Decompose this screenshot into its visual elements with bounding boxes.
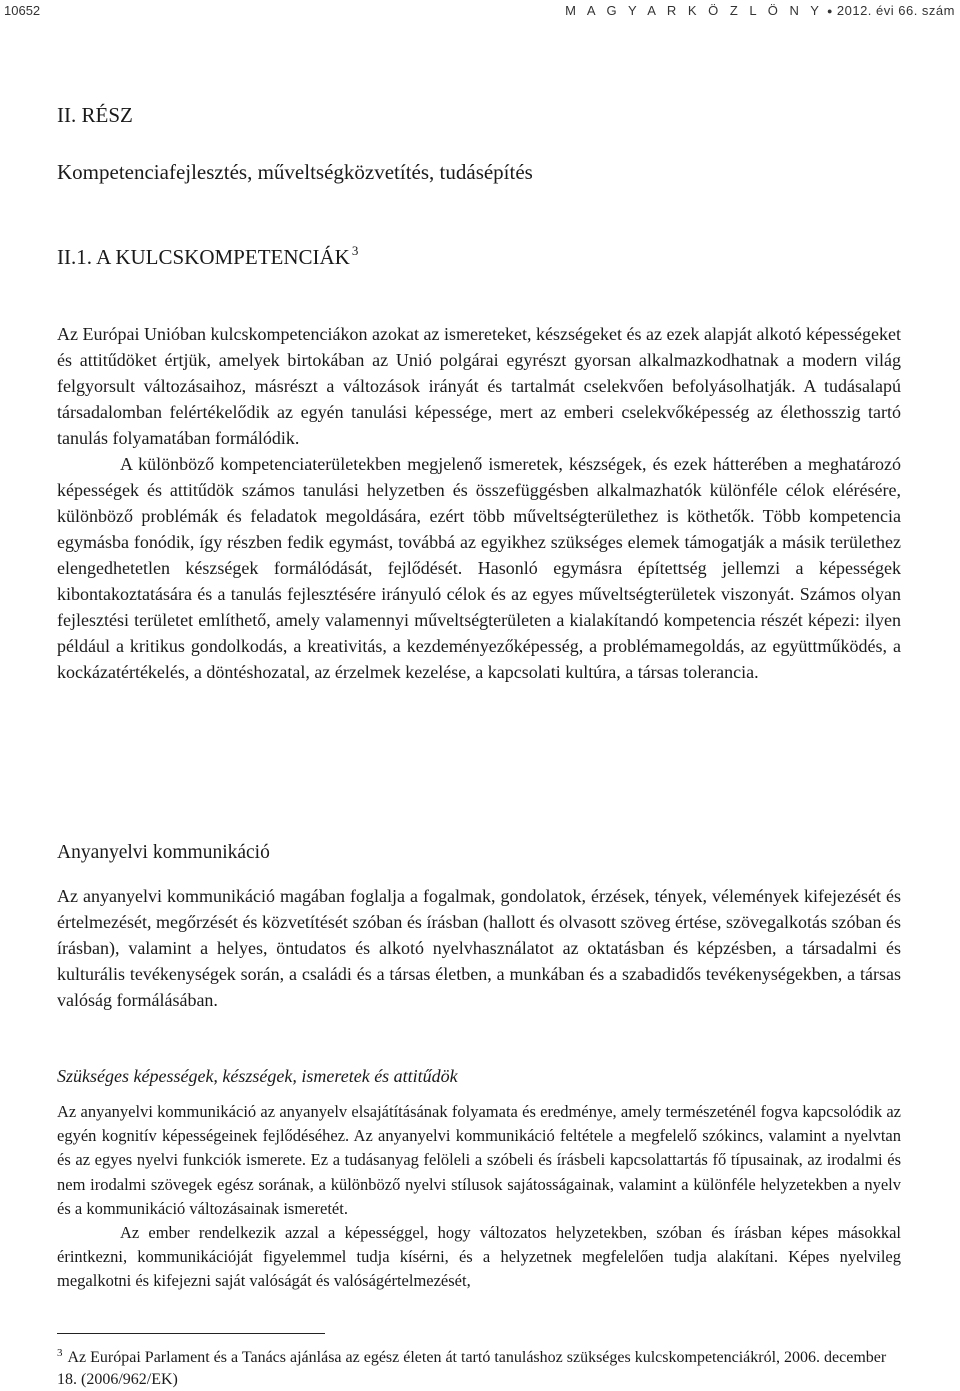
footnote-reference: 3 xyxy=(351,243,359,258)
section-title xyxy=(57,243,358,270)
subsubsection-title: Szükséges képességek, készségek, ismeretek és attitűdök xyxy=(57,1066,458,1086)
paragraph: A különböző kompetenciaterületekben megjelenő ismeretek, készségek, és ezek hátterében a meghatározó képességek és attitűdök számos tanulási helyzetben és összefüggésben alkalmazhatók különféle célok elérésére, különböző problémák és feladatok megoldására, ezért több műveltségterülethez is köthetők. Több kompetencia egymásba fonódik, így részben fedik egymást, továbbá az egyikhez szükséges elemek támogatják a másik területhez elengedhetetlen készségek formálódását, fejlődését. Hasonló egymásra építettség jellemzi a képességek kibontakoztatására és a tanulás fejlesztésére irányuló célok és az egyes műveltségterületek viszonyát. Számos olyan fejlesztési területet említhető, amely valamennyi műveltségterületen a kialakítandó kompetencia részét képezi: ilyen például a kritikus gondolkodás, a kreativitás, a kezdeményezőképesség, a problémamegoldás, az együttműködés, a kockázatértékelés, a döntéshozatal, az érzelmek kezelése, a kapcsolati kultúra, a társas tolerancia. xyxy=(57,454,901,682)
journal-name: M A G Y A R K Ö Z L Ö N Y xyxy=(565,3,823,18)
subsection-body xyxy=(57,883,901,1013)
bullet-icon: ● xyxy=(826,6,833,16)
section-title-text: II.1. A KULCSKOMPETENCIÁK xyxy=(57,245,350,269)
subsection-title: Anyanyelvi kommunikáció xyxy=(57,842,270,863)
part-title: II. RÉSZ xyxy=(57,103,133,127)
journal-info xyxy=(565,3,955,18)
page-header xyxy=(0,0,960,22)
subsubsection-body xyxy=(57,1100,901,1294)
paragraph: Az anyanyelvi kommunikáció magában foglalja a fogalmak, gondolatok, érzések, tények, vélemények kifejezését és értelmezését, megőrzését és közvetítését szóban és írásban (hallott és olvasott szöveg értése, szövegalkotás szóban és írásban), valamint a helyes, öntudatos és alkotó nyelvhasználatot az oktatásban és képzésben, a társadalmi és kulturális tevékenységek során, a családi és a társas életben, a munkában és a szabadidős tevékenységekben, a társas valóság formálásában. xyxy=(57,886,901,1010)
section-body xyxy=(57,321,901,685)
page-number: 10652 xyxy=(4,3,41,18)
footnote xyxy=(57,1342,901,1391)
journal-issue: 2012. évi 66. szám xyxy=(836,3,955,18)
footnote-divider xyxy=(57,1333,325,1334)
paragraph: Az anyanyelvi kommunikáció az anyanyelv elsajátításának folyamata és eredménye, amely természeténél fogva kapcsolódik az egyén kognitív képességeinek fejlődéséhez. Az anyanyelvi kommunikáció feltétele a megfelelő szókincs, valamint a nyelvtan és az egyes nyelvi funkciók ismerete. Ez a tudásanyag felöleli a szóbeli és írásbeli kapcsolattartás fő típusainak, az irodalmi és nem irodalmi szövegek egész sorának, a különböző nyelvi stílusok sajátosságainak, valamint a különféle helyzetekben a nyelv és a kommunikáció változásainak ismeretét. xyxy=(57,1102,901,1218)
paragraph: Az Európai Unióban kulcskompetenciákon azokat az ismereteket, készségeket és az ezek alapját alkotó képességeket és attitűdöket értjük, amelyek birtokában az Unió polgárai egyrészt gyorsan alkalmazkodhatnak a modern világ felgyorsult változásaihoz, másrészt a változások irányát és tartalmát cselekvően befolyásolhatják. A tudásalapú társadalomban felértékelődik az egyén tanulási képessége, mert az emberi cselekvőképesség az élethosszig tartó tanulás folyamatában formálódik. xyxy=(57,324,901,448)
footnote-text: Az Európai Parlament és a Tanács ajánlása az egész életen át tartó tanuláshoz szükséges kulcskompetenciákról, 2006. december 18. (2006/962/EK) xyxy=(57,1349,887,1388)
paragraph: Az ember rendelkezik azzal a képességgel, hogy változatos helyzetekben, szóban és írásban képes másokkal érintkezni, kommunikációját figyelemmel tudja kísérni, és a helyzetnek megfelelően tudja alakítani. Képes nyelvileg megalkotni és kifejezni saját valóságát és valóságértelmezését, xyxy=(57,1223,901,1291)
footnote-number: 3 xyxy=(57,1347,63,1359)
part-subtitle: Kompetenciafejlesztés, műveltségközvetítés, tudásépítés xyxy=(57,160,533,184)
